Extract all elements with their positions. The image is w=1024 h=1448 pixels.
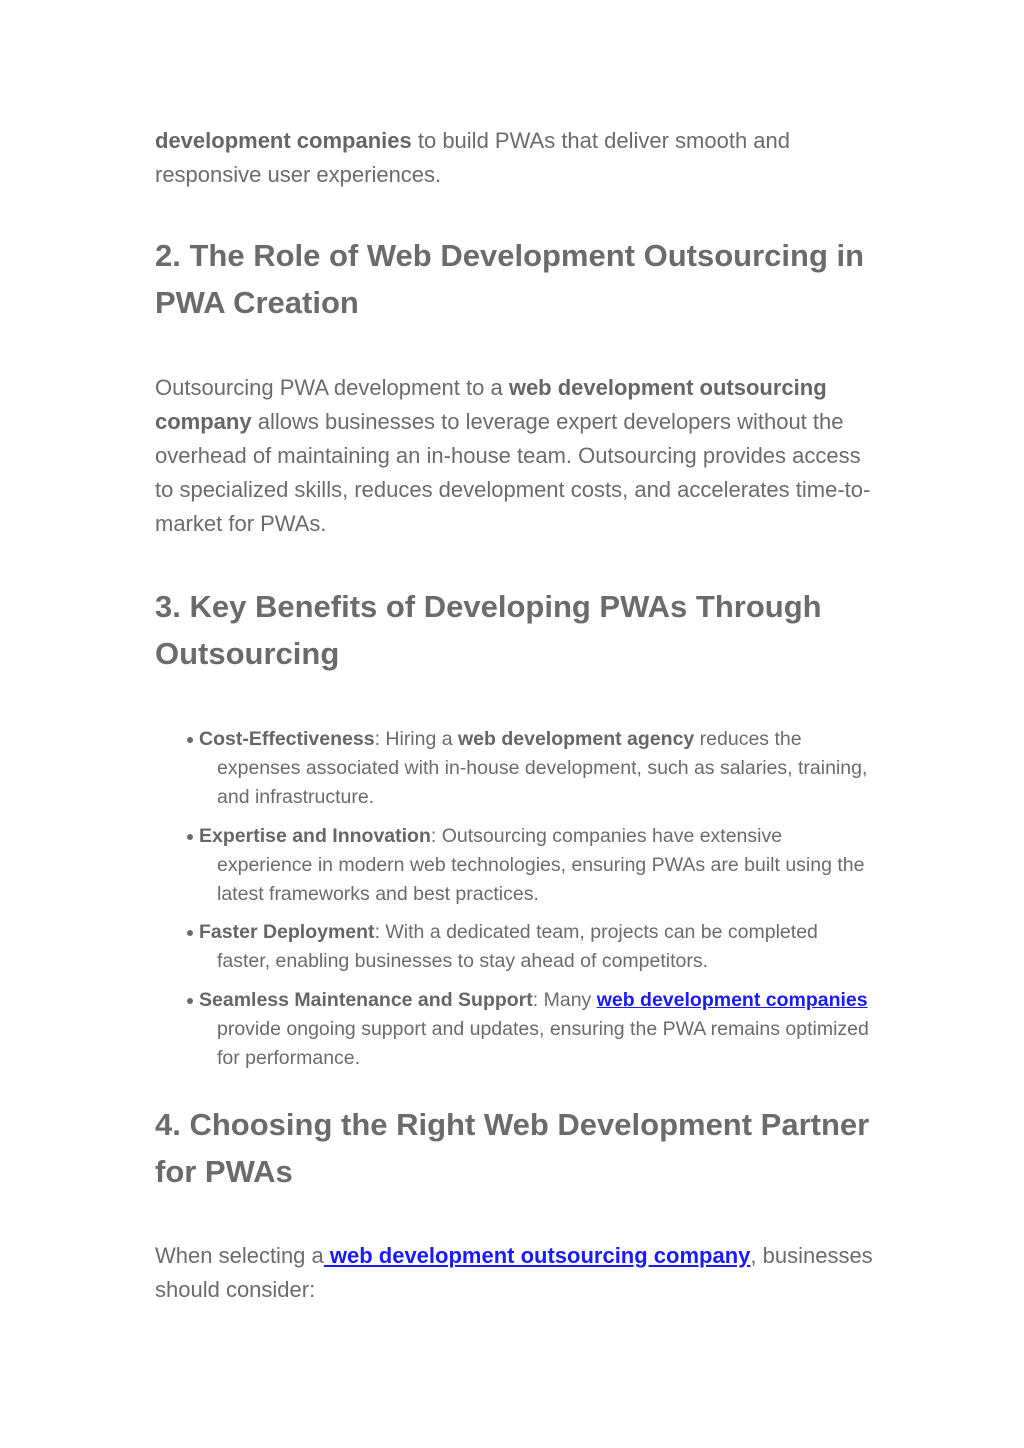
- section-2-heading: 2. The Role of Web Development Outsourcing in PWA Creation: [155, 238, 865, 320]
- section-2-bold: web development outsourcing company: [155, 375, 827, 434]
- section-2-text-before: Outsourcing PWA development to a: [155, 375, 509, 400]
- list-item-text: provide ongoing support and updates, ensuring the PWA remains optimized for performance.: [217, 1017, 869, 1069]
- intro-paragraph: [155, 124, 875, 192]
- section-2-text-after: allows businesses to leverage expert developers without the overhead of maintaining an in-house team. Outsourcing provides access to specialized skills, reduces development costs, and accelerates time-to-market for PWAs.: [155, 409, 871, 536]
- list-item-text: : With a dedicated team, projects can be completed faster, enabling businesses to stay ahead of competitors.: [217, 921, 818, 972]
- web-development-outsourcing-company-link[interactable]: web development outsourcing company: [323, 1242, 751, 1268]
- intro-text: to build PWAs that deliver smooth and responsive user experiences.: [155, 128, 791, 187]
- section-4-text-before: When selecting a: [155, 1242, 324, 1268]
- list-item-text: : Outsourcing companies have extensive experience in modern web technologies, ensuring PWAs are built using the latest frameworks and best practices.: [217, 824, 865, 905]
- list-item-faster-deployment: [155, 918, 875, 976]
- section-4-heading: 4. Choosing the Right Web Development Partner for PWAs: [155, 1106, 870, 1189]
- bullet-icon: [187, 737, 193, 743]
- section-2-paragraph: [155, 371, 875, 541]
- list-item-title: Faster Deployment: [199, 921, 375, 943]
- list-item-maintenance: [155, 986, 875, 1073]
- list-item-bold: web development agency: [458, 728, 695, 750]
- document-page: [155, 124, 875, 1307]
- section-4-paragraph: [155, 1239, 875, 1307]
- list-item-cost-effectiveness: [155, 725, 875, 812]
- list-item-expertise: [155, 822, 875, 909]
- bullet-icon: [187, 834, 193, 840]
- list-item-title: Seamless Maintenance and Support: [199, 988, 533, 1011]
- web-development-companies-link[interactable]: web development companies: [596, 988, 868, 1011]
- list-item-title: Expertise and Innovation: [199, 824, 431, 847]
- list-item-title: Cost-Effectiveness: [199, 728, 375, 750]
- bullet-icon: [187, 930, 193, 936]
- list-item-sep: : Many: [532, 988, 597, 1011]
- benefits-list: [155, 725, 875, 1073]
- list-item-sep: : Hiring a: [374, 728, 459, 750]
- list-item-text: reduces the expenses associated with in-house development, such as salaries, training, and infrastructure.: [217, 728, 868, 808]
- section-3-heading: 3. Key Benefits of Developing PWAs Through Outsourcing: [155, 589, 822, 671]
- intro-bold: development companies: [155, 128, 412, 153]
- bullet-icon: [187, 998, 193, 1004]
- section-4-text-after: , businesses should consider:: [155, 1242, 873, 1302]
